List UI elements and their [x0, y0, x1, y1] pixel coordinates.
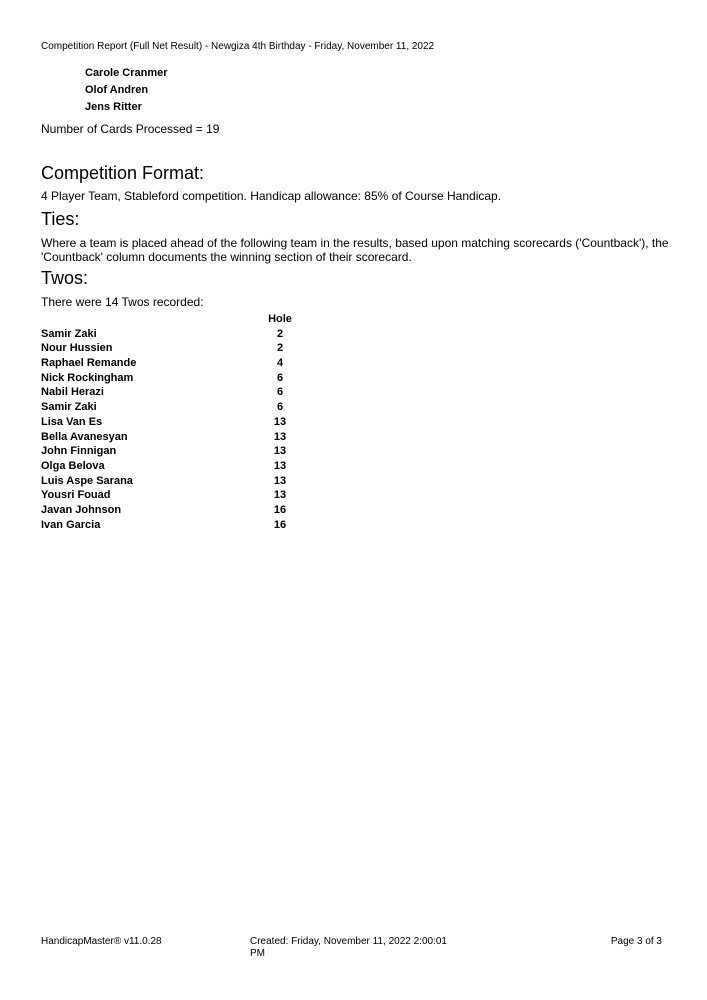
- player-name-cell: Samir Zaki: [41, 401, 97, 414]
- ties-heading: Ties:: [41, 209, 80, 229]
- player-name-cell: Nour Hussien: [41, 342, 113, 355]
- player-name-cell: Bella Avanesyan: [41, 430, 128, 443]
- hole-number-cell: 2: [276, 327, 284, 340]
- team-player-name: Olof Andren: [85, 84, 149, 96]
- player-name-cell: Samir Zaki: [41, 327, 97, 340]
- table-row: [41, 342, 311, 357]
- table-row: [41, 431, 311, 446]
- player-name-cell: Luis Aspe Sarana: [41, 474, 133, 487]
- hole-number-cell: 13: [273, 415, 287, 428]
- hole-number-cell: 4: [276, 357, 284, 370]
- player-name-cell: Ivan Garcia: [41, 518, 101, 531]
- hole-number-cell: 13: [273, 445, 287, 458]
- table-row: [41, 357, 311, 372]
- table-row: [41, 504, 311, 519]
- twos-table: [41, 313, 311, 533]
- table-row: [41, 475, 311, 490]
- player-name-cell: Raphael Remande: [41, 357, 137, 370]
- team-player-name: Jens Ritter: [85, 101, 142, 113]
- software-version: HandicapMaster® v11.0.28: [41, 936, 162, 947]
- hole-column-header: Hole: [268, 313, 292, 325]
- player-name-cell: John Finnigan: [41, 445, 117, 458]
- hole-number-cell: 6: [276, 371, 284, 384]
- table-row: [41, 372, 311, 387]
- twos-table-body: [41, 328, 311, 534]
- hole-number-cell: 2: [276, 342, 284, 355]
- player-name-cell: Olga Belova: [41, 459, 105, 472]
- twos-table-header-row: [41, 313, 311, 328]
- player-name-cell: Nabil Herazi: [41, 386, 104, 399]
- table-row: [41, 519, 311, 534]
- cards-processed-count: Number of Cards Processed = 19: [41, 122, 220, 136]
- hole-number-cell: 6: [276, 386, 284, 399]
- player-name-cell: Javan Johnson: [41, 503, 122, 516]
- player-name-cell: Nick Rockingham: [41, 371, 134, 384]
- hole-number-cell: 13: [273, 459, 287, 472]
- hole-number-cell: 16: [273, 503, 287, 516]
- hole-number-cell: 13: [273, 474, 287, 487]
- hole-number-cell: 16: [273, 518, 287, 531]
- table-row: [41, 401, 311, 416]
- table-row: [41, 328, 311, 343]
- player-name-cell: Yousri Fouad: [41, 489, 111, 502]
- table-row: [41, 386, 311, 401]
- twos-summary: There were 14 Twos recorded:: [41, 295, 204, 309]
- competition-format-heading: Competition Format:: [41, 163, 205, 183]
- table-row: [41, 489, 311, 504]
- team-player-list: [85, 67, 168, 118]
- table-row: [41, 416, 311, 431]
- player-name-cell: Lisa Van Es: [41, 415, 103, 428]
- hole-number-cell: 13: [273, 430, 287, 443]
- table-row: [41, 445, 311, 460]
- page-number: Page 3 of 3: [610, 936, 662, 947]
- hole-number-cell: 13: [273, 489, 287, 502]
- competition-format-text: 4 Player Team, Stableford competition. Handicap allowance: 85% of Course Handicap.: [41, 189, 502, 203]
- created-timestamp: Created: Friday, November 11, 2022 2:00:01 PM: [250, 936, 447, 959]
- ties-text: Where a team is placed ahead of the following team in the results, based upon matching scorecards ('Countback'), the 'Countback' column documents the winning section of their scorecard.: [41, 236, 669, 264]
- team-player-name: Carole Cranmer: [85, 67, 168, 79]
- name-column-header: [41, 313, 249, 328]
- twos-heading: Twos:: [41, 268, 89, 288]
- report-header: Competition Report (Full Net Result) - Newgiza 4th Birthday - Friday, November 11, 2022: [41, 41, 435, 52]
- table-row: [41, 460, 311, 475]
- hole-number-cell: 6: [276, 401, 284, 414]
